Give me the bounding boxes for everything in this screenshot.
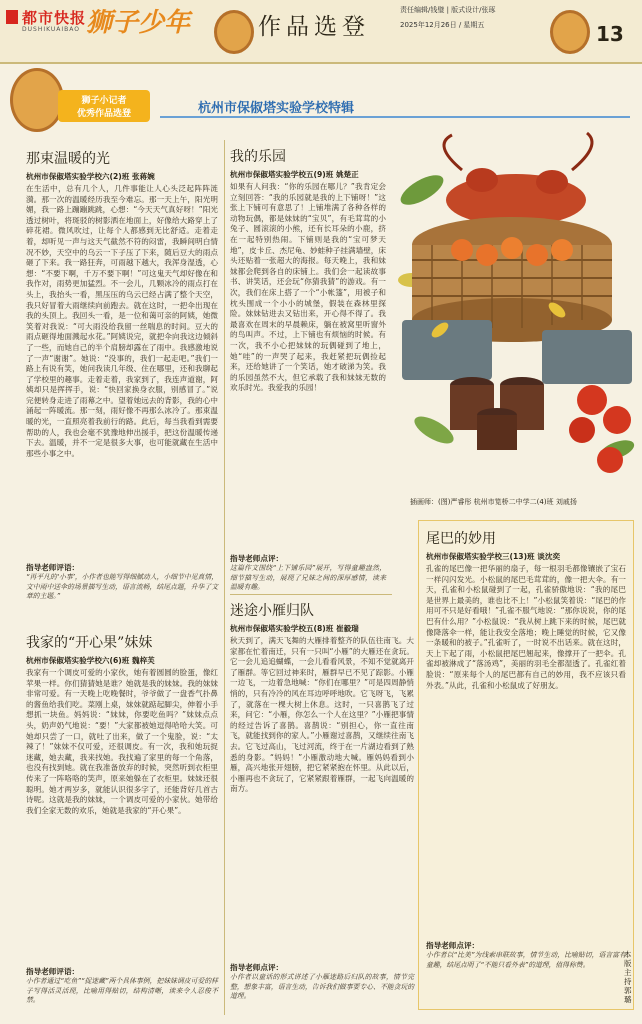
column-badge-line2: 优秀作品选登 [76, 109, 131, 119]
article-body: 秋天到了，满天飞舞的大雁排着整齐的队伍往南飞。大家都在忙着南迁，只有一只叫“小雁”的大雁还在贪玩。它一会儿追追蝴蝶，一会儿看看风景，不知不觉就离开了雁群。等它回过神来时，雁群早已不见了踪影。小雁一边飞，一边着急地喊：“你们在哪里？”可是四周静悄悄的，只有冷冷的风在耳边呼呼地吹。它飞呀飞，飞累了，就落在一棵大树上休息。这时，一只喜鹊飞了过来，问它：“小雁，你怎么一个人在这里？”小雁把事情的经过告诉了喜鹊。喜鹊说：“别担心，你一直往南飞，就能找到你的家人。”小雁谢过喜鹊，又继续往南飞去。它飞过高山，飞过河流，终于在一片湖边看到了熟悉的身影。“妈妈！”小雁激动地大喊。雁妈妈看到小雁，高兴地张开翅膀，把它紧紧抱在怀里。从此以后，小雁再也不贪玩了，它紧紧跟着雁群，一起飞向温暖的南方。 [230, 636, 414, 794]
review-text: “再平凡的‘小事’，小作者也能写得细腻动人，小细节中见真情，文中雨中送伞的场景描写生动，语言流畅，结尾点题，升华了文章的主题。” [26, 573, 218, 601]
article-body: 如果有人问我：“你的乐园在哪儿？”我肯定会立刻回答：“我的乐园就是我的上下铺呀！”这张上下铺可有意思了！上铺堆满了各种各样的动物玩偶，都是妹妹的“宝贝”，有毛茸茸的小兔子、圆滚滚的小熊，还有长耳朵的小鹿，挤在一起特别热闹。下铺则是我的“宝可梦天地”，皮卡丘、杰尼龟、妙蛙种子挂满墙壁，床头还贴着一张超大的海报。每天晚上，我和妹妹都会爬到各自的床铺上。我们会一起读故事书、讲笑话，还会玩“你猜我猜”的游戏。有一次，我们在床上搭了一个“小帐篷”，用被子和枕头围成一个小小的城堡，假装在森林里探险。妹妹钻进去又钻出来，开心得不得了。我最喜欢在周末的早晨赖床，躺在被窝里听窗外的鸟叫声。不过，上下铺也有烦恼的时候。有一次，我不小心把妹妹的玩偶碰到了地上，她“哇”的一声哭了起来，我赶紧把玩偶捡起来，还给她讲了一个笑话，她才破涕为笑。我的乐园虽然不大，但它承载了我和妹妹无数的欢乐时光。我爱我的乐园！ [230, 182, 386, 393]
article-4 [230, 600, 414, 1002]
article-title: 尾巴的妙用 [426, 531, 496, 547]
banner-divider [160, 116, 630, 118]
review-text: 小作者通过“吃鱼”“捉迷藏”两个具体事例，把妹妹调皮可爱的样子写得活灵活现，比喻用得贴切，结构清晰，读来令人忍俊不禁。 [26, 977, 218, 1005]
lion-mascot-icon [214, 10, 254, 54]
column-logo: 狮子少年 [86, 8, 191, 38]
newspaper-logo: 都市快报 [22, 9, 87, 27]
newspaper-logo-sub: DUSHIKUAIBAO [22, 26, 80, 33]
school-feature-title: 杭州市保俶塔实验学校特辑 [198, 101, 355, 116]
article-author: 杭州市保俶塔实验学校五(8)班 崔毅瑞 [230, 624, 359, 633]
page-host-note: 本版主持 郭璐 [624, 950, 632, 1004]
review-heading: 指导老师点评： [230, 554, 284, 563]
editor-line: 责任编辑/钱璧 | 版式设计/张琢 [400, 6, 496, 14]
review-heading: 指导老师点评： [230, 963, 284, 972]
review-heading: 指导老师评语： [26, 967, 80, 976]
review-text: 小作者以童话的形式讲述了小雁迷路后归队的故事，情节完整，想象丰富，语言生动，告诉我们做事要专心、不能贪玩的道理。 [230, 973, 414, 1001]
article-1 [26, 148, 218, 602]
article-title: 我的乐园 [230, 149, 286, 165]
review-heading: 指导老师评语： [26, 563, 80, 572]
date-line: 2025年12月26日 / 星期五 [400, 21, 485, 29]
article-body: 我家有一个调皮可爱的小家伙，她有着圆圆的脸蛋，像红苹果一样。你们猜猜她是谁？她就是我的妹妹。我的妹妹非常可爱。有一天晚上吃晚餐时，爷爷做了一盘香气扑鼻的酱鱼给我们吃。菜刚上桌，妹妹就踮起脚尖，伸着小手想抓一块鱼。妈妈说：“妹妹，你要吃鱼吗？”妹妹点点头，奶声奶气地说：“要！”大家都被她逗得哈哈大笑。可她却只尝了一口，就吐了出来，做了一个鬼脸，说：“太辣了！”妹妹不仅可爱，还很调皮。有一次，我和她玩捉迷藏，她去藏，我来找她。我找遍了家里的每一个角落，也没有找到她。就在我准备放弃的时候，突然听到衣柜里传来了一阵咯咯的笑声，原来她躲在了衣柜里。妹妹还很聪明。她才两岁多，就能认识很多字了，还能背好几首古诗呢。这就是我的妹妹，一个调皮可爱的小家伙。她带给我们全家无数的欢乐，她就是我家的“开心果”。 [26, 668, 218, 815]
article-title: 那束温暖的光 [26, 151, 110, 167]
article-author: 杭州市保俶塔实验学校五(9)班 姚楚正 [230, 170, 359, 179]
article-title: 我家的“开心果”妹妹 [26, 635, 153, 651]
article-author: 杭州市保俶塔实验学校三(13)班 谈沈奕 [426, 552, 561, 561]
column-badge-line1: 狮子小记者 [81, 96, 127, 106]
newspaper-logo-icon [6, 10, 18, 24]
lion-reporter-icon [10, 68, 64, 132]
article-author: 杭州市保俶塔实验学校六(6)班 魏梓芙 [26, 656, 155, 665]
page-number: 13 [596, 22, 624, 46]
article-body: 孔雀的尾巴像一把华丽的扇子，每一根羽毛都像镶嵌了宝石一样闪闪发光。小松鼠的尾巴毛茸茸的，像一把大伞。有一天，孔雀和小松鼠碰到了一起，孔雀骄傲地说：“我的尾巴是世界上最美的，谁也比不上！”小松鼠笑着说：“尾巴的作用可不只是好看哦！”孔雀不服气地说：“那你说说，你的尾巴有什么用？”小松鼠说：“我从树上跳下来的时候，尾巴就像降落伞一样，能让我安全落地；晚上睡觉的时候，它又像一条暖和的被子。”孔雀听了，一时说不出话来。就在这时，天上下起了雨，小松鼠把尾巴翘起来，像撑开了一把伞。孔雀却被淋成了“落汤鸡”，美丽的羽毛全都湿透了。孔雀红着脸说：“原来每个人的尾巴都有自己的妙用，我不应该只看外表。”从此，孔雀和小松鼠成了好朋友。 [426, 564, 626, 690]
lion-mascot-icon [550, 10, 590, 54]
column-divider [224, 140, 225, 1015]
article-2 [26, 632, 218, 1006]
review-text: 这篇作文围绕“上下铺乐园”展开，写得童趣盎然，细节描写生动，展现了兄妹之间的深厚感情，读来温暖有趣。 [230, 564, 386, 592]
article-3 [230, 146, 386, 593]
article-divider [230, 594, 392, 595]
review-heading: 指导老师点评： [426, 941, 480, 950]
review-text: 小作者以“比美”为线索串联故事，情节生动，比喻贴切，语言富有童趣，结尾点明了“不能只看外表”的道理，值得称赞。 [426, 951, 626, 969]
article-body: 在生活中，总有几个人，几件事能让人心头泛起阵阵涟漪。那一次的温暖经历我至今难忘。那一天上午，阳光明媚，我一路上蹦蹦跳跳，心想：“今天天气真好呀！”阳光透过树叶，将斑驳的树影洒在地面上，好像给大路穿上了碎花裙。微风吹过，让每个人都感到无比舒适。走着走着，却听见一声与这天气截然不符的闷雷，我瞬间明白情况不妙，天空中的乌云一下子压了下来，随后豆大的雨点砸了下来。我一路狂奔，可雨越下越大，我浑身湿透，心想：“不要下啊，千万不要下啊！”可这鬼天气却好像在和我作对，雨势更加猛烈。不一会儿，几颗冰冷的雨点打在头上，我抬头一看，黑压压的乌云已经占满了整个天空，我只好冒着大雨继续向前跑去。就在这时，一把伞出现在我的头顶上。我回头一看，是一位和蔼可亲的阿姨，她微笑着对我说：“可大雨没给我留一丝喘息的时间。豆大的雨点砸得地面溅起水花。”阿姨说完，就把伞向我这边倾斜了一些，而她自己的半个肩膀却露在了雨中。我感激地说了一声“谢谢”。她说：“没事的，我们一起走吧。”我们一路上有说有笑，她问我读几年级、住在哪里，还和我聊起了学校里的趣事。走着走着，我家到了，我连声道谢，阿姨却只是挥挥手，说：“快回家换身衣服，别感冒了。”说完便转身走进了雨幕之中。望着她远去的背影，我的心中涌起一阵暖流。那一刻，雨好像不再那么冰冷了。那束温暖的光，一直照亮着我前行的路。此后，每当我看到需要帮助的人，我也会毫不犹豫地伸出援手，把这份温暖传递下去。温暖，并不一定是很多大事，也可能就藏在生活中那些小事之中。 [26, 184, 218, 458]
illustration-caption: 插画师：(图)严睿彤 杭州市笕桥二中学二(4)班 刘戚扬 [410, 498, 577, 506]
article-title: 迷途小雁归队 [230, 603, 314, 619]
article-5 [426, 528, 626, 970]
illustration-crayfish-basket [392, 130, 640, 500]
page-title: 作品选登 [258, 14, 370, 40]
article-author: 杭州市保俶塔实验学校六(2)班 张蒋婉 [26, 172, 155, 181]
